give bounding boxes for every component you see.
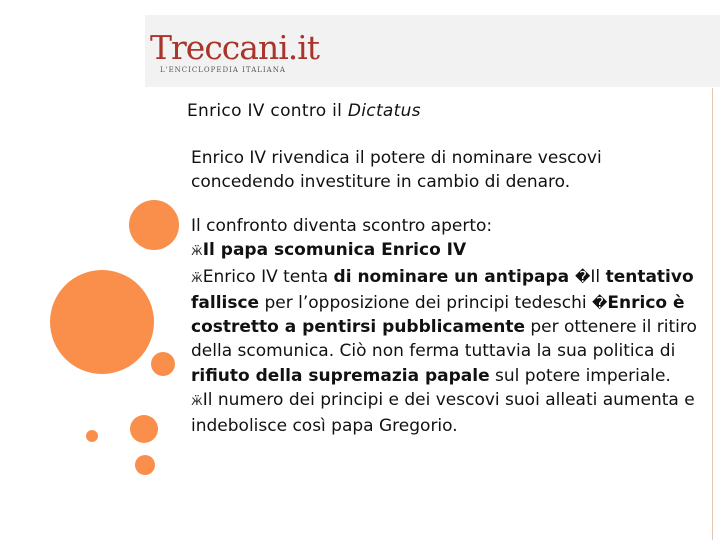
logo-wordmark: Treccani.it: [150, 28, 320, 67]
item2-start: Enrico IV tenta: [202, 266, 334, 287]
slide-title: [187, 100, 421, 122]
item2-mid: per l’opposizione dei principi tedeschi: [259, 292, 593, 313]
item2-after1: Il: [590, 266, 606, 287]
item2-bold4: rifiuto della supremazia papale: [191, 365, 490, 386]
bullet-icon: ӝ: [191, 394, 203, 410]
decorative-circle-small: [130, 415, 158, 443]
item3-text: Il numero dei principi e dei vescovi suoi alleati aumenta e indebolisce così papa Gregorio.: [191, 390, 695, 437]
treccani-logo: [150, 30, 319, 74]
logo-subtitle: L'ENCICLOPEDIA ITALIANA: [160, 66, 286, 74]
paragraph-2: [191, 214, 701, 439]
item2-mid2: per ottenere il ritiro della scomunica. Ciò non ferma tuttavia la sua politica di: [191, 317, 697, 362]
decorative-circle-tiny: [86, 430, 98, 442]
decorative-circle-small: [151, 352, 175, 376]
intro-line: Il confronto diventa scontro aperto:: [191, 216, 493, 236]
bullet-icon: ӝ: [191, 270, 203, 286]
item2-end: sul potere imperiale.: [489, 365, 671, 386]
title-italic: Dictatus: [347, 101, 421, 121]
missing-glyph-icon: �: [592, 293, 608, 312]
decorative-circle-small: [135, 455, 155, 475]
decorative-circle-large: [50, 270, 154, 374]
item1-bold: Il papa scomunica Enrico IV: [202, 240, 467, 261]
right-rule: [712, 88, 713, 540]
paragraph-1: Enrico IV rivendica il potere di nominare vescovi concedendo investiture in cambio di denaro.: [191, 148, 602, 193]
decorative-circle-medium: [129, 200, 179, 250]
item2-bold3: Enrico è costretto a pentirsi pubblicamente: [191, 292, 685, 338]
title-prefix: Enrico IV contro il: [187, 101, 348, 121]
item2-bold2: tentativo fallisce: [191, 266, 694, 313]
item2-bold1: di nominare un antipapa: [333, 266, 576, 287]
missing-glyph-icon: �: [575, 267, 591, 286]
bullet-icon: ӝ: [191, 244, 203, 260]
